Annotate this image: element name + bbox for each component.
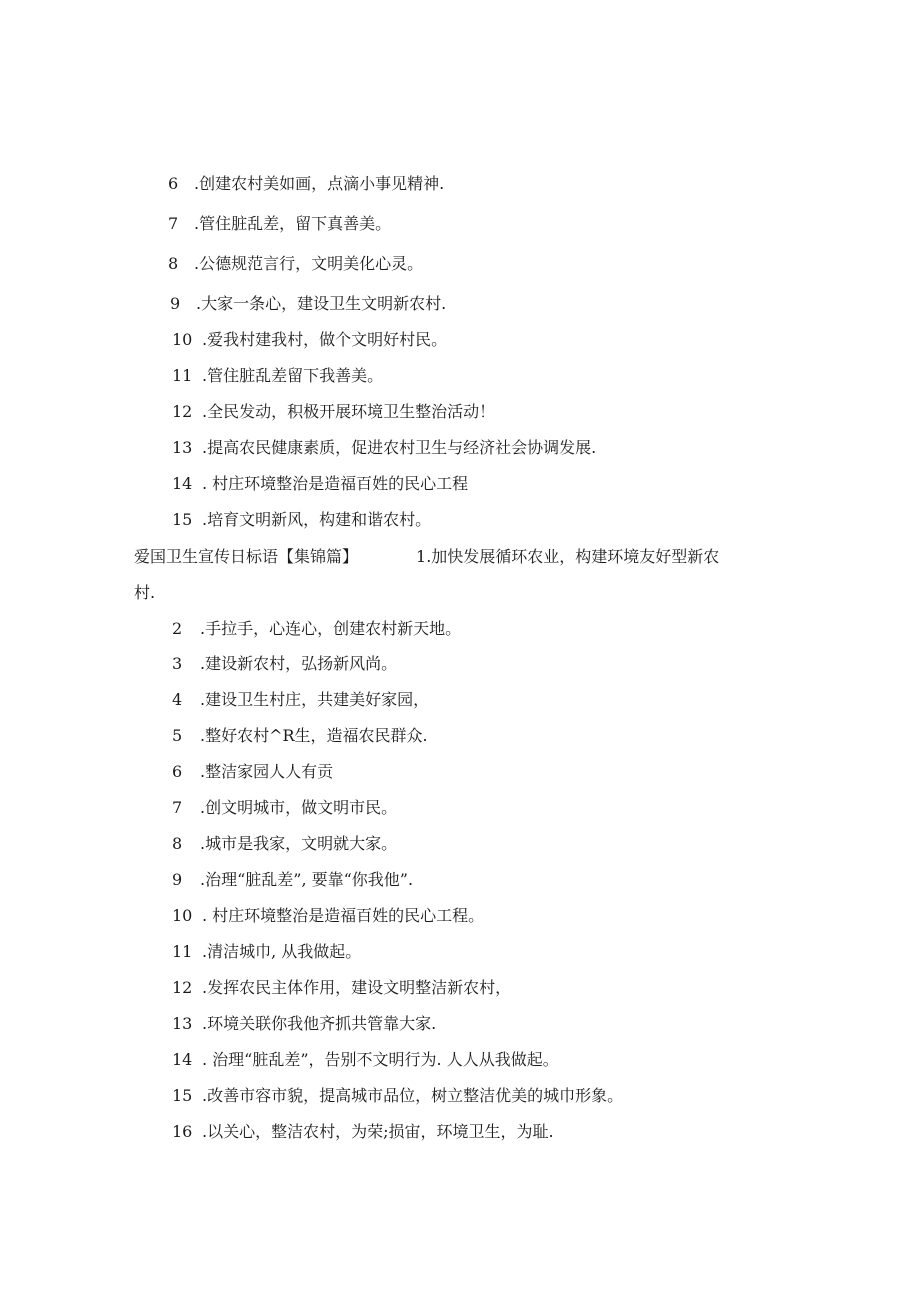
item-text: . 村庄环境整治是造福百姓的民心工程 (202, 474, 469, 493)
item-text: .提高农民健康素质，促进农村卫生与经济社会协调发展. (202, 438, 597, 457)
item-text: . 治理“脏乱差”，告别不文明行为. 人人从我做起。 (202, 1050, 559, 1069)
item-number: 6 (168, 174, 179, 193)
item-number: 9 (170, 294, 181, 313)
slogan-item (172, 797, 397, 819)
slogan-item (172, 329, 447, 351)
item-number: 14 (172, 474, 193, 493)
slogan-item (172, 1085, 623, 1107)
item-number: 11 (172, 366, 193, 385)
item-text: .建设卫生村庄，共建美好家园， (200, 690, 430, 709)
item-text: .培育文明新风，构建和谐农村。 (202, 510, 432, 529)
slogan-item (172, 725, 428, 747)
item-text: .发挥农民主体作用，建设文明整洁新农村， (202, 978, 512, 997)
slogan-item (172, 473, 468, 495)
item-text: .创文明城市，做文明市民。 (200, 798, 398, 817)
item-text: .以关心，整洁农村，为荣;损宙，环境卫生，为耻. (202, 1122, 554, 1141)
slogan-item (172, 437, 596, 459)
item-number: 10 (172, 330, 193, 349)
first-item-text: 1.加快发展循环农业，构建环境友好型新农 (416, 547, 720, 566)
item-text: .管住脏乱差留下我善美。 (202, 366, 384, 385)
item-text: . 村庄环境整治是造福百姓的民心工程。 (202, 906, 485, 925)
slogan-item (172, 761, 333, 783)
slogan-item (172, 689, 429, 711)
slogan-item (172, 977, 511, 999)
item-number: 13 (172, 438, 193, 457)
item-number: 8 (168, 254, 179, 273)
slogan-item (172, 1121, 554, 1143)
item-text: .创建农村美如画，点滴小事见精神. (194, 174, 445, 193)
item-number: 7 (168, 214, 179, 233)
item-text: .公德规范言行，文明美化心灵。 (194, 254, 424, 273)
item-number: 5 (172, 726, 183, 745)
slogan-item (168, 173, 444, 195)
item-number: 4 (172, 690, 183, 709)
slogan-item (172, 905, 484, 927)
item-number: 13 (172, 1014, 193, 1033)
item-number: 11 (172, 942, 193, 961)
item-text: .手拉手，心连心，创建农村新天地。 (200, 619, 462, 638)
slogan-item (170, 293, 446, 315)
item-text: .建设新农村，弘扬新风尚。 (200, 654, 398, 673)
item-number: 2 (172, 619, 183, 638)
item-text: .全民发动，积极开展环境卫生整治活动！ (202, 402, 496, 421)
item-number: 12 (172, 978, 193, 997)
slogan-item (172, 1013, 436, 1035)
item-text: .整好农村^R生，造福农民群众. (200, 726, 428, 745)
slogan-item (172, 941, 361, 963)
item-number: 12 (172, 402, 193, 421)
item-number: 7 (172, 798, 183, 817)
item-text: .爱我村建我村，做个文明好村民。 (202, 330, 448, 349)
slogan-item (172, 365, 383, 387)
slogan-item (172, 833, 397, 855)
item-number: 8 (172, 834, 183, 853)
item-text: .管住脏乱差，留下真善美。 (194, 214, 392, 233)
item-number: 10 (172, 906, 193, 925)
slogan-item (172, 1049, 559, 1071)
section-heading: 爱国卫生宣传日标语【集锦篇】 (134, 547, 359, 566)
item-number: 6 (172, 762, 183, 781)
slogan-item (168, 253, 423, 275)
item-text: .大家一条心，建设卫生文明新农村. (196, 294, 447, 313)
slogan-item (172, 869, 413, 891)
item-text: .城市是我家，文明就大家。 (200, 834, 398, 853)
item-number: 15 (172, 1086, 193, 1105)
item-number: 16 (172, 1122, 193, 1141)
slogan-item (172, 653, 397, 675)
item-number: 9 (172, 870, 183, 889)
item-text: .治理“脏乱差”, 要靠“你我他”. (200, 870, 414, 889)
item-number: 14 (172, 1050, 193, 1069)
slogan-item (168, 213, 391, 235)
item-text: .环境关联你我他齐抓共管靠大家. (202, 1014, 437, 1033)
slogan-item (172, 509, 431, 531)
slogan-item (172, 401, 495, 423)
item-text: .整洁家园人人有贡 (200, 762, 334, 781)
continuation-line (134, 582, 155, 604)
item-text: .清洁城巾, 从我做起。 (202, 942, 362, 961)
item-text: .改善市容市貌，提高城市品位，树立整洁优美的城巾形象。 (202, 1086, 624, 1105)
slogan-item (172, 618, 461, 640)
item-number: 15 (172, 510, 193, 529)
item-number: 3 (172, 654, 183, 673)
section-heading-line (134, 546, 719, 568)
continuation-text: 村. (134, 583, 156, 602)
